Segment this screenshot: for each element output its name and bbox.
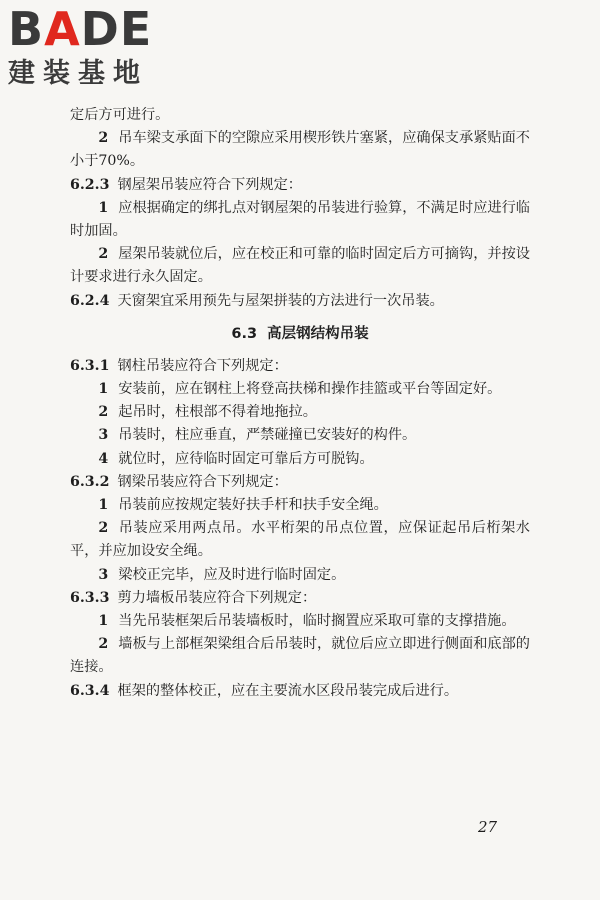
paragraph-text: 安装前，应在钢柱上将登高扶梯和操作挂篮或平台等固定好。 — [118, 381, 502, 398]
item-number: 2 — [98, 636, 109, 653]
paragraph-text: 框架的整体校正，应在主要流水区段吊装完成后进行。 — [117, 682, 459, 699]
item-number: 2 — [98, 246, 109, 263]
section-heading — [70, 323, 530, 345]
paragraph-text: 应根据确定的绑扎点对钢屋架的吊装进行验算，不满足时应进行临时加固。 — [70, 199, 530, 240]
clause-paragraph — [70, 290, 530, 313]
paragraph-text: 吊车梁支承面下的空隙应采用楔形铁片塞紧，应确保支承紧贴面不小于70%。 — [70, 130, 530, 170]
paragraph-text: 起吊时，柱根部不得着地拖拉。 — [118, 404, 317, 421]
item-paragraph — [70, 448, 530, 471]
logo-wordmark: BADE — [8, 2, 153, 56]
paragraph-text: 吊装应采用两点吊。水平桁架的吊点位置，应保证起吊后桁架水平，并应加设安全绳。 — [70, 520, 530, 560]
paragraph-text: 剪力墙板吊装应符合下列规定： — [117, 589, 317, 606]
paragraph-text: 钢柱吊装应符合下列规定： — [117, 357, 288, 374]
paragraph-text: 定后方可进行。 — [70, 107, 170, 123]
item-number: 2 — [98, 130, 109, 147]
item-number: 1 — [98, 199, 109, 216]
logo-chinese-text: 建装基地 — [8, 58, 148, 89]
item-paragraph — [70, 378, 530, 401]
item-number: 3 — [98, 566, 109, 583]
item-paragraph — [70, 197, 530, 243]
document-body — [70, 104, 530, 703]
paragraph-text: 当先吊装框架后吊装墙板时，临时搁置应采取可靠的支撑措施。 — [118, 613, 516, 630]
page-number: 27 — [478, 818, 498, 836]
clause-number: 6.3.4 — [70, 682, 110, 699]
item-number: 2 — [98, 404, 109, 421]
item-number: 2 — [98, 520, 109, 537]
section-number: 6.3 — [231, 325, 258, 342]
clause-number: 6.3.3 — [70, 589, 110, 606]
paragraph-text: 梁校正完毕，应及时进行临时固定。 — [118, 566, 346, 583]
clause-paragraph — [70, 587, 530, 610]
bade-logo — [8, 4, 188, 94]
paragraph-text: 钢梁吊装应符合下列规定： — [117, 473, 288, 490]
paragraph-text: 墙板与上部框架梁组合后吊装时，就位后应立即进行侧面和底部的连接。 — [70, 636, 530, 676]
item-number: 1 — [98, 613, 109, 630]
item-paragraph — [70, 243, 530, 289]
item-paragraph — [70, 401, 530, 424]
paragraph-text: 天窗架宜采用预先与屋架拼装的方法进行一次吊装。 — [117, 292, 444, 309]
item-number: 1 — [98, 497, 109, 514]
item-paragraph — [70, 564, 530, 587]
clause-paragraph — [70, 471, 530, 494]
item-number: 1 — [98, 381, 109, 398]
section-title-text: 高层钢结构吊装 — [267, 325, 369, 342]
continuation-paragraph — [70, 104, 530, 127]
item-paragraph — [70, 127, 530, 173]
item-paragraph — [70, 424, 530, 447]
paragraph-text: 吊装前应按规定装好扶手杆和扶手安全绳。 — [118, 497, 388, 514]
item-number: 3 — [98, 427, 109, 444]
item-paragraph — [70, 610, 530, 633]
item-paragraph — [70, 494, 530, 517]
paragraph-text: 吊装时，柱应垂直，严禁碰撞已安装好的构件。 — [118, 427, 417, 444]
paragraph-text: 就位时，应待临时固定可靠后方可脱钩。 — [118, 450, 374, 467]
clause-number: 6.2.4 — [70, 292, 110, 309]
item-paragraph — [70, 633, 530, 679]
clause-paragraph — [70, 355, 530, 378]
paragraph-text: 屋架吊装就位后，应在校正和可靠的临时固定后方可摘钩，并按设计要求进行永久固定。 — [70, 246, 530, 286]
paragraph-text: 钢屋架吊装应符合下列规定： — [117, 176, 302, 193]
item-number: 4 — [98, 450, 109, 467]
clause-paragraph — [70, 680, 530, 703]
clause-paragraph — [70, 174, 530, 197]
item-paragraph — [70, 517, 530, 563]
clause-number: 6.2.3 — [70, 176, 110, 193]
clause-number: 6.3.2 — [70, 473, 110, 490]
clause-number: 6.3.1 — [70, 357, 110, 374]
